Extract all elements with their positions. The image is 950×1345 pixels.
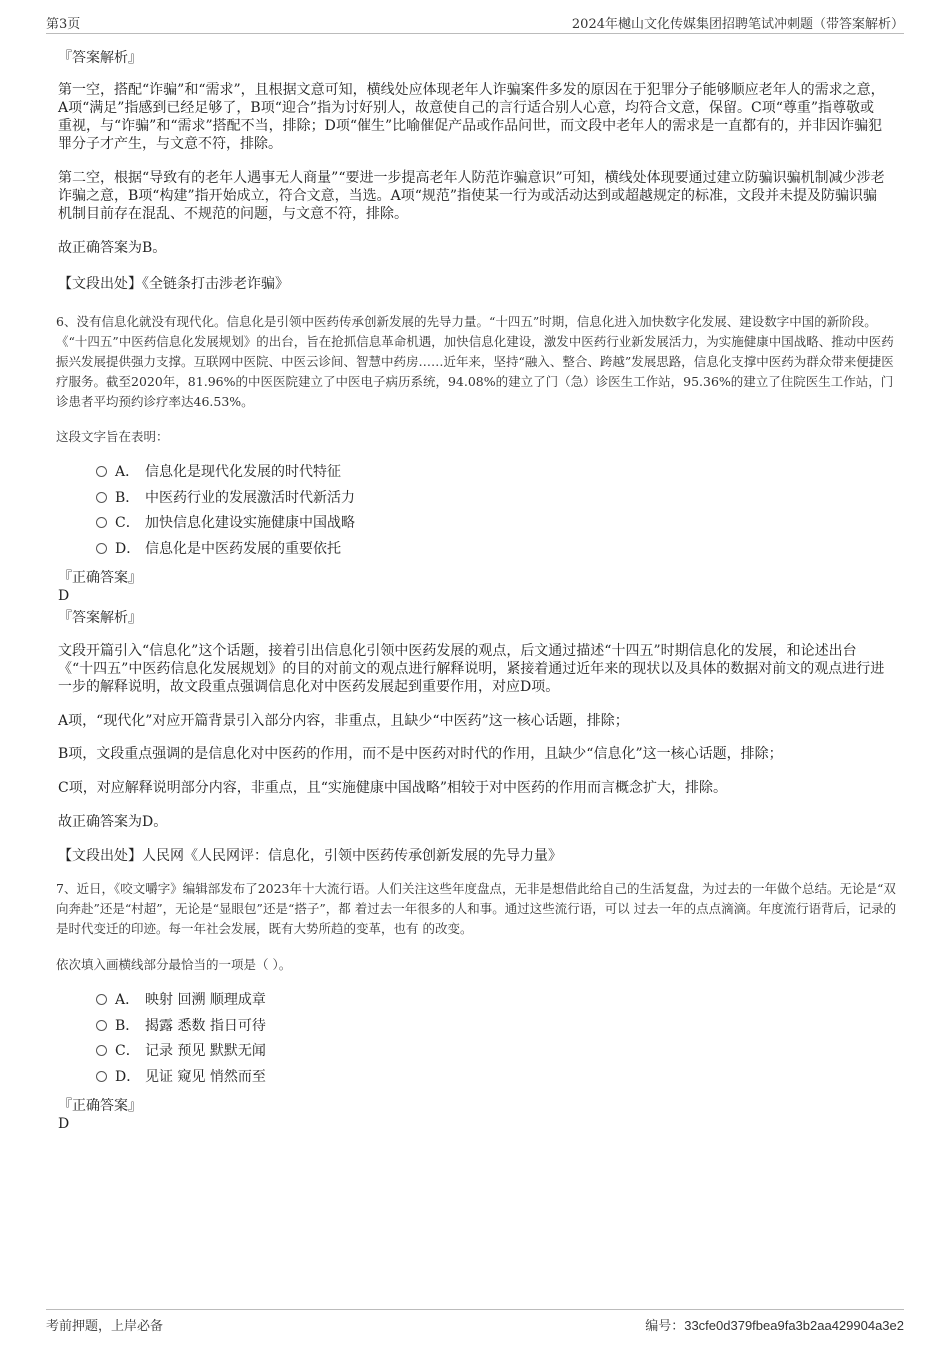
q5-source: 【文段出处】《全链条打击涉老诈骗》 <box>58 276 289 292</box>
radio-icon[interactable] <box>96 1045 107 1056</box>
q7-option-d[interactable]: D． 见证 窥见 悄然而至 <box>96 1067 266 1087</box>
footer-slogan: 考前押题，上岸必备 <box>46 1319 164 1334</box>
radio-icon[interactable] <box>96 492 107 503</box>
analysis-label: 『答案解析』 <box>58 50 142 66</box>
radio-icon[interactable] <box>96 517 107 528</box>
page-number: 第3页 <box>46 17 81 32</box>
correct-answer-label: 『正确答案』 <box>58 1098 142 1114</box>
page-header <box>46 13 904 34</box>
radio-icon[interactable] <box>96 543 107 554</box>
q7-option-b[interactable]: B． 揭露 悉数 指日可待 <box>96 1016 266 1036</box>
document-code: 编号：33cfe0d379fbea9fa3b2aa429904a3e2 <box>645 1318 904 1334</box>
analysis-label: 『答案解析』 <box>58 610 142 626</box>
q6-analysis-main: 文段开篇引入“信息化”这个话题，接着引出信息化引领中医药发展的观点，后文通过描述“十四五”时期信息化的发展，和论述出台《“十四五”中医药信息化发展规划》的目的对前文的观点进行解释说明，紧接着通过近年来的现状以及具体的数据对前文的观点进行进一步的解释说明，故文段重点强调信息化对中医药发展起到重要作用，对应D项。 <box>58 643 885 695</box>
correct-answer: D <box>58 1116 70 1132</box>
q6-analysis-b: B项，文段重点强调的是信息化对中医药的作用，而不是中医药对时代的作用，且缺少“信息化”这一核心话题，排除； <box>58 746 783 762</box>
q5-analysis-paragraph-1: 第一空，搭配“诈骗”和“需求”，且根据文意可知，横线处应体现老年人诈骗案件多发的原因在于犯罪分子能够顺应老年人的需求之意，A项“满足”指感到已经足够了，B项“迎合”指为讨好别人，故意使自己的言行适合别人心意，均符合文意，保留。C项“尊重”指尊敬或重视，与“诈骗”和“需求”搭配不当，排除；D项“催生”比喻催促产品或作品问世，而文段中老年人的需求是一直都有的，并非因诈骗犯罪分子才产生，与文意不符，排除。 <box>58 82 885 152</box>
q7-stem: 7、近日，《咬文嚼字》编辑部发布了2023年十大流行语。人们关注这些年度盘点，无非是想借此给自己的生活复盘，为过去的一年做个总结。无论是“双向奔赴”还是“村超”，无论是“显眼包”还是“搭子”，都 着过去一年很多的人和事。通过这些流行语，可以 过去一年的点点滴滴。年度流行语背后，记录的是时代变迁的印迹。每一年社会发展，既有大势所趋的变革，也有 的改变。 <box>56 881 897 936</box>
q6-option-c[interactable]: C． 加快信息化建设实施健康中国战略 <box>96 513 355 533</box>
q6-conclusion: 故正确答案为D。 <box>58 814 168 830</box>
q7-option-c[interactable]: C． 记录 预见 默默无闻 <box>96 1041 266 1061</box>
radio-icon[interactable] <box>96 994 107 1005</box>
q7-option-a[interactable]: A． 映射 回溯 顺理成章 <box>96 990 266 1010</box>
q7-question: 依次填入画横线部分最恰当的一项是（ ）。 <box>56 957 292 972</box>
q5-analysis-paragraph-2: 第二空，根据“导致有的老年人遇事无人商量”“要进一步提高老年人防范诈骗意识”可知，横线处体现要通过建立防骗识骗机制减少涉老诈骗之意，B项“构建”指开始成立，符合文意，当选。A项“规范”指使某一行为或活动达到或超越规定的标准，文段并未提及防骗识骗机制目前存在混乱、不规范的问题，与文意不符，排除。 <box>58 170 885 222</box>
q6-analysis-c: C项，对应解释说明部分内容，非重点，且“实施健康中国战略”相较于对中医药的作用而言概念扩大，排除。 <box>58 780 728 796</box>
q6-source: 【文段出处】人民网《人民网评：信息化，引领中医药传承创新发展的先导力量》 <box>58 848 562 864</box>
q6-stem: 6、没有信息化就没有现代化。信息化是引领中医药传承创新发展的先导力量。“十四五”时期，信息化进入加快数字化发展、建设数字中国的新阶段。《“十四五”中医药信息化发展规划》的出台，旨在抢抓信息革命机遇，加快信息化建设，激发中医药行业新发展活力，为实施健康中国战略、推动中医药振兴发展提供强力支撑。互联网中医院、中医云诊间、智慧中药房……近年来，坚持“融入、整合、跨越”发展思路，信息化支撑中医药为群众带来便捷医疗服务。截至2020年，81.96%的中医医院建立了中医电子病历系统，94.08%的建立了门（急）诊医生工作站，95.36%的建立了住院医生工作站，门诊患者平均预约诊疗率达46.53%。 <box>56 314 894 409</box>
radio-icon[interactable] <box>96 1020 107 1031</box>
q6-analysis-a: A项，“现代化”对应开篇背景引入部分内容，非重点，且缺少“中医药”这一核心话题，排除； <box>58 713 629 729</box>
q6-question: 这段文字旨在表明： <box>56 429 169 444</box>
radio-icon[interactable] <box>96 466 107 477</box>
correct-answer: D <box>58 588 70 604</box>
q6-option-b[interactable]: B． 中医药行业的发展激活时代新活力 <box>96 488 355 508</box>
radio-icon[interactable] <box>96 1071 107 1082</box>
q6-option-d[interactable]: D． 信息化是中医药发展的重要依托 <box>96 539 341 559</box>
document-title: 2024年樾山文化传媒集团招聘笔试冲刺题（带答案解析） <box>571 17 904 32</box>
page-footer <box>46 1309 904 1336</box>
correct-answer-label: 『正确答案』 <box>58 570 142 586</box>
q6-option-a[interactable]: A． 信息化是现代化发展的时代特征 <box>96 462 341 482</box>
q5-conclusion: 故正确答案为B。 <box>58 240 167 256</box>
